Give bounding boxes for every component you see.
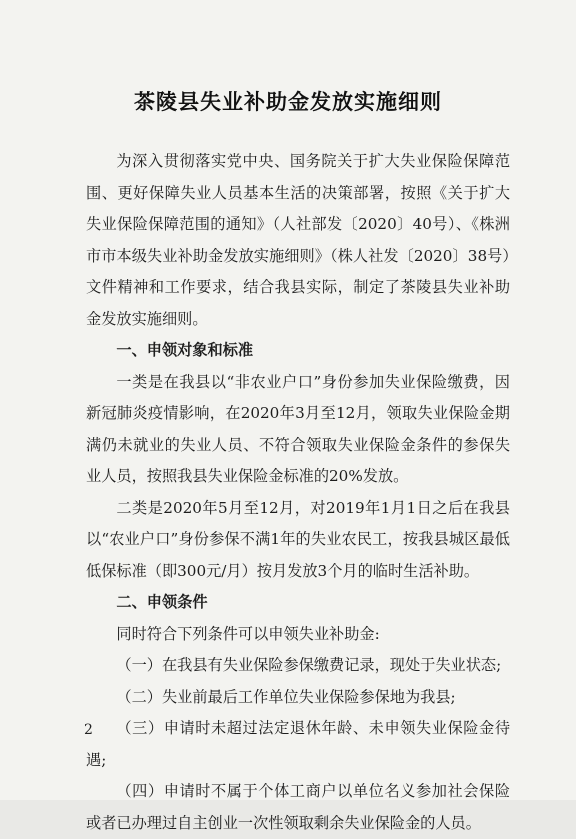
page-number: 2	[84, 722, 93, 738]
section-2-heading: 二、申领条件	[116, 593, 208, 611]
document-body	[86, 146, 510, 839]
condition-item-1: （一）在我县有失业保险参保缴费记录，现处于失业状态;	[116, 656, 502, 674]
section-2-lead: 同时符合下列条件可以申领失业补助金:	[116, 624, 380, 643]
section-1-paragraph-1: 一类是在我县以“非农业户口”身份参加失业保险缴费，因新冠肺炎疫情影响，在2020年3月至12月，领取失业保险金期满仍未就业的失业人员、不符合领取失业保险金条件的参保失业人员，按照我县失业保险金标准的20%发放。	[86, 372, 510, 485]
condition-item-2: （二）失业前最后工作单位失业保险参保地为我县;	[116, 687, 456, 706]
document-title: 茶陵县失业补助金发放实施细则	[134, 89, 442, 114]
section-1-paragraph-2: 二类是2020年5月至12月，对2019年1月1日之后在我县以“农业户口”身份参保不满1年的失业农民工，按我县城区最低低保标准（即300元/月）按月发放3个月的临时生活补助。	[86, 498, 510, 580]
condition-item-3: （三）申请时未超过法定退休年龄、未申领失业保险金待遇;	[86, 719, 510, 769]
section-1-heading: 一、申领对象和标准	[116, 341, 254, 359]
condition-item-4: （四）申请时不属于个体工商户以单位名义参加社会保险或者已办理过自主创业一次性领取剩余失业保险金的人员。	[86, 782, 510, 832]
intro-paragraph: 为深入贯彻落实党中央、国务院关于扩大失业保险保障范围、更好保障失业人员基本生活的决策部署，按照《关于扩大失业保险保障范围的通知》（人社部发〔2020〕40号）、《株洲市市本级失业补助金发放实施细则》（株人社发〔2020〕38号）文件精神和工作要求，结合我县实际，制定了茶陵县失业补助金发放实施细则。	[86, 152, 510, 328]
